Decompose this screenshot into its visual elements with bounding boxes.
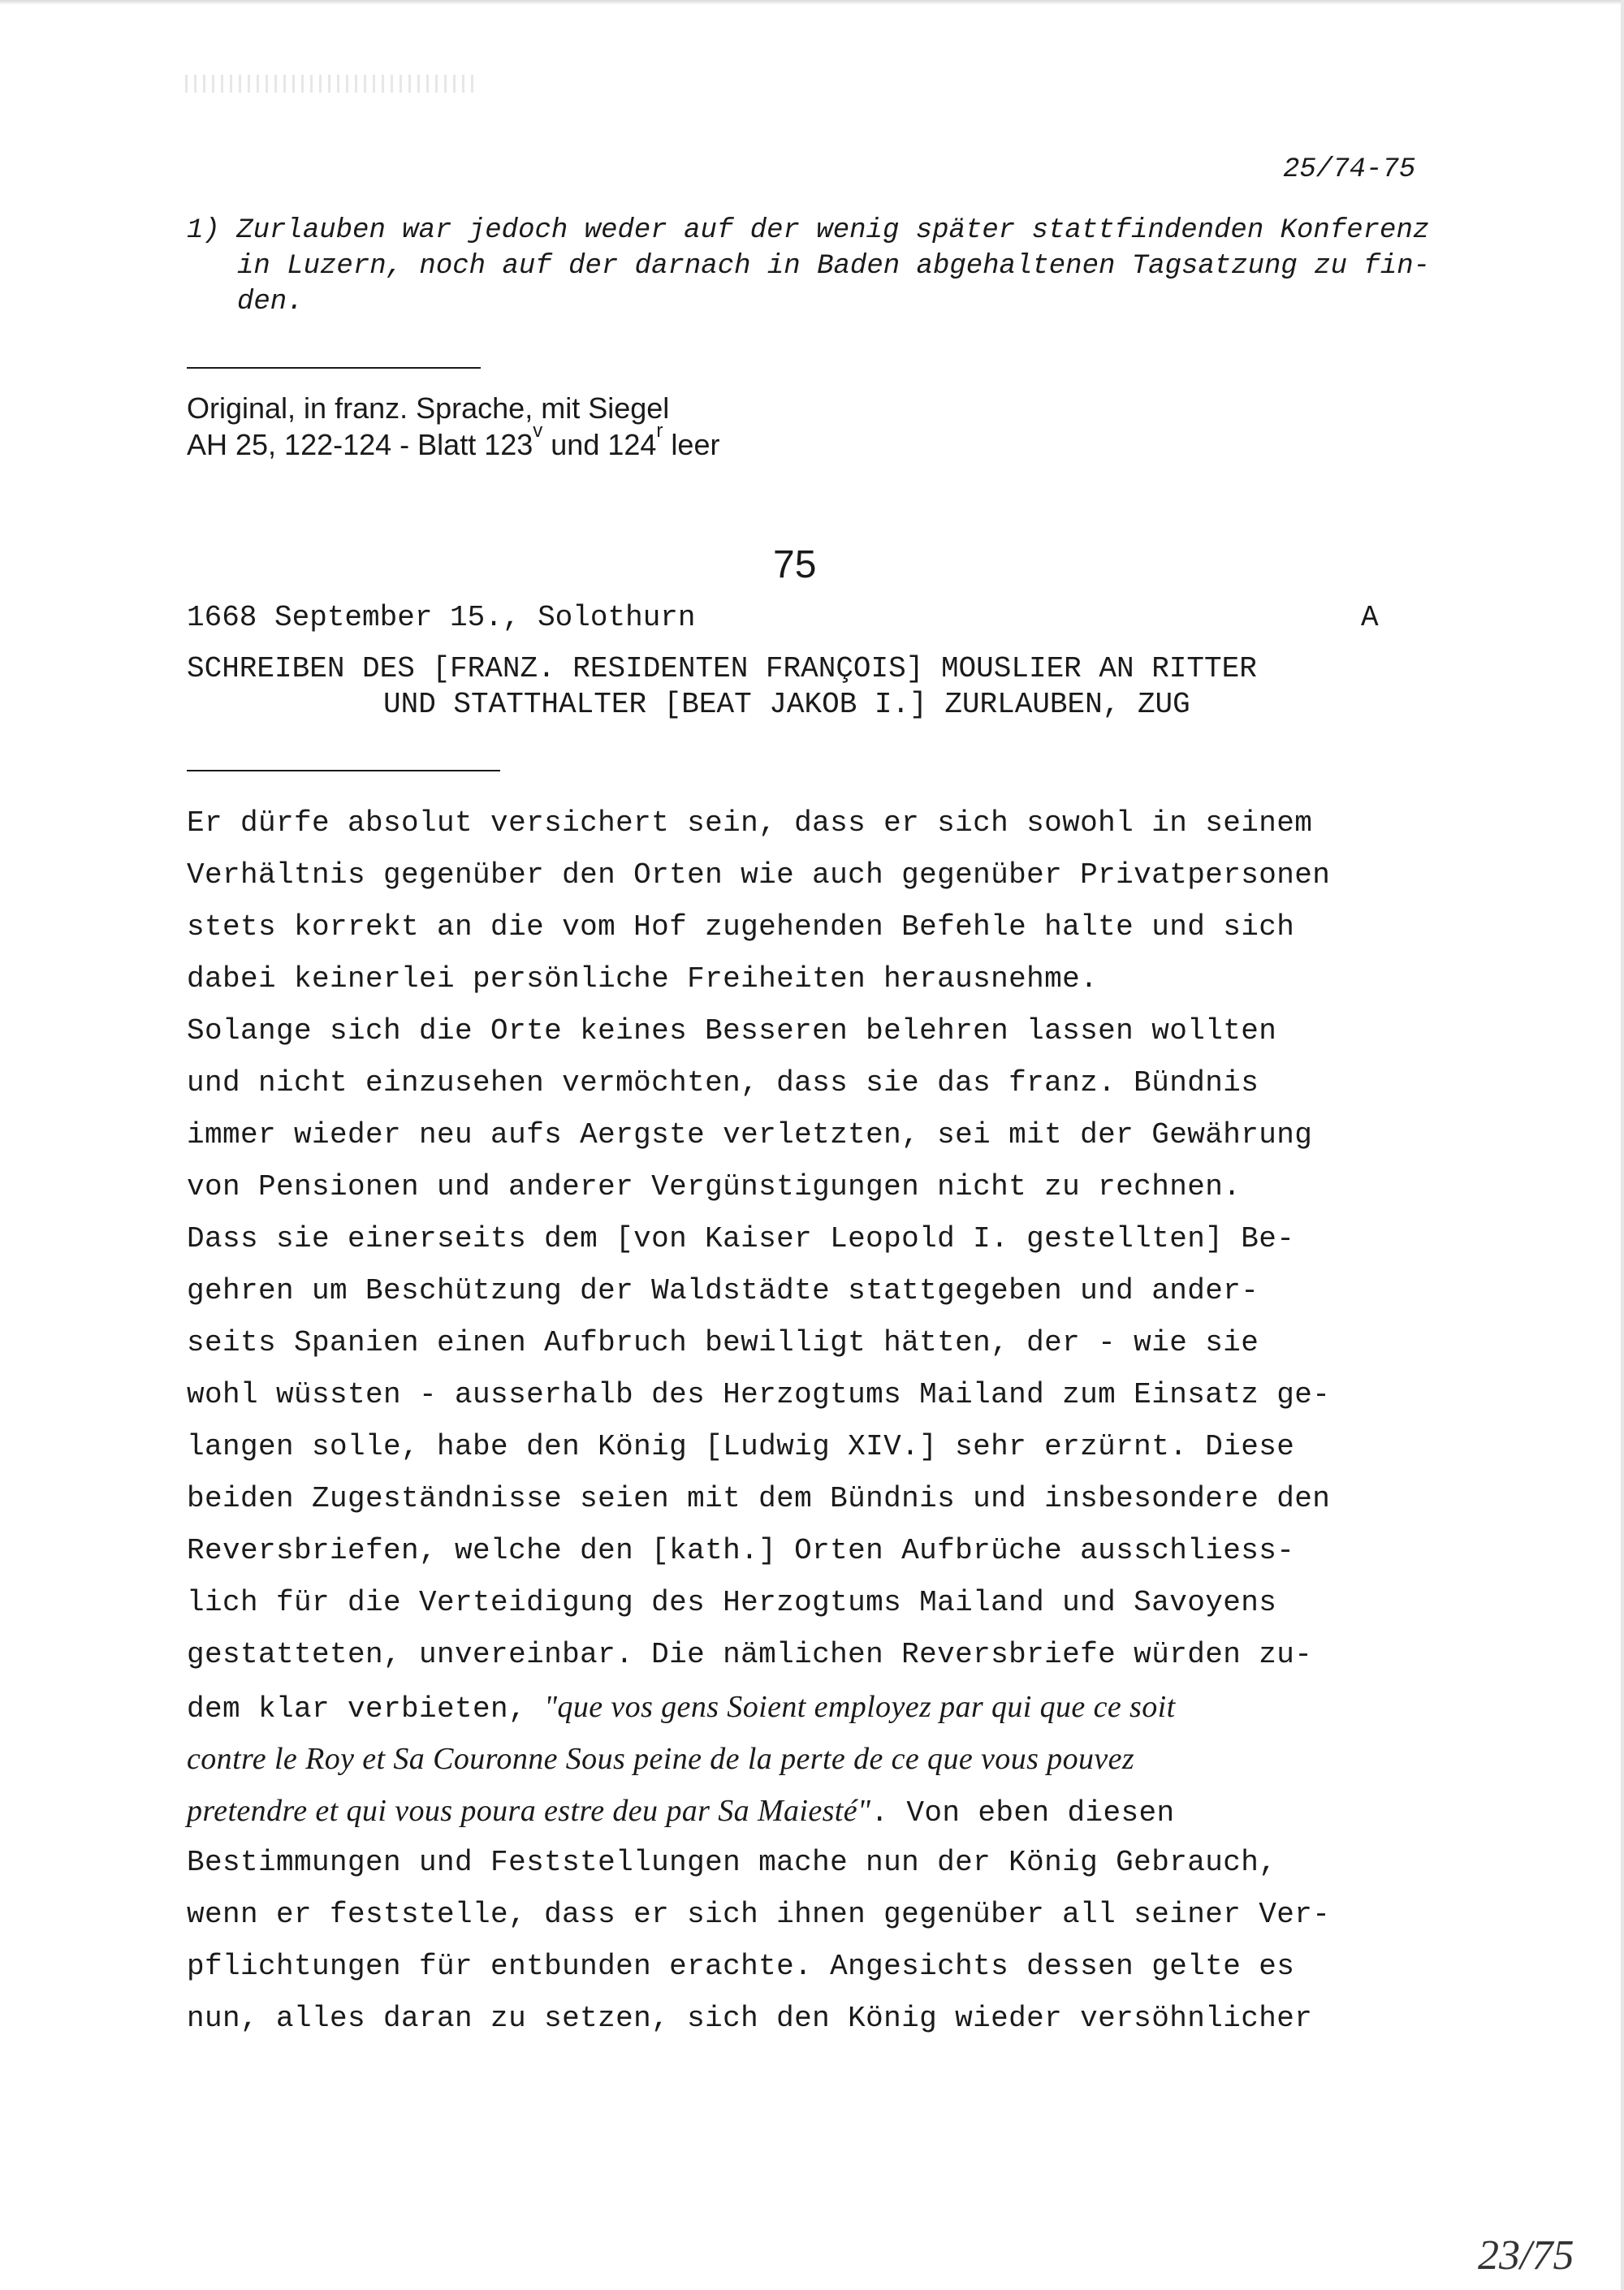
footnote-line-2: in Luzern, noch auf der darnach in Baden abgehaltenen Tagsatzung zu fin- — [237, 251, 1431, 282]
footnote-text: Zurlauben war jedoch weder auf der wenig später stattfindenden Konferenz — [236, 215, 1430, 246]
footnote — [187, 213, 1437, 320]
source-blank-note: leer — [663, 428, 720, 461]
french-quote-line: contre le Roy et Sa Couronne Sous peine de la perte de ce que vous pouvez — [187, 1742, 1135, 1776]
body-line: Dass sie einerseits dem [von Kaiser Leopold I. gestellten] Be- — [187, 1222, 1295, 1255]
body-line: immer wieder neu aufs Aergste verletzten, sei mit der Gewährung — [187, 1118, 1313, 1151]
verso-marker: v — [533, 420, 543, 442]
body-line: Bestimmungen und Feststellungen mache nun der König Gebrauch, — [187, 1846, 1277, 1879]
body-line: Reversbriefen, welche den [kath.] Orten Aufbrüche ausschliess- — [187, 1534, 1295, 1567]
body-line: von Pensionen und anderer Vergünstigungen nicht zu rechnen. — [187, 1170, 1242, 1203]
body-line-quote-end — [187, 1791, 1453, 1843]
source-archive-ref: AH 25, 122-124 - Blatt 123 — [187, 428, 533, 461]
footnote-line-3: den. — [237, 287, 304, 318]
heading-line-2: UND STATTHALTER [BEAT JAKOB I.] ZURLAUBEN, ZUG — [383, 688, 1190, 721]
french-quote: "que vos gens Soient employez par qui que ce soit — [544, 1690, 1176, 1724]
heading-divider — [187, 770, 500, 771]
body-line: und nicht einzusehen vermöchten, dass sie das franz. Bündnis — [187, 1066, 1259, 1100]
document-heading — [187, 651, 1257, 723]
body-line: dabei keinerlei persönliche Freiheiten herausnehme. — [187, 962, 1099, 996]
body-line: wenn er feststelle, dass er sich ihnen gegenüber all seiner Ver- — [187, 1898, 1331, 1931]
letter-summary — [187, 804, 1453, 2051]
body-line: nun, alles daran zu setzen, sich den König wieder versöhnlicher — [187, 2002, 1313, 2035]
heading-line-1: SCHREIBEN DES [FRANZ. RESIDENTEN FRANÇOIS] MOUSLIER AN RITTER — [187, 652, 1257, 685]
body-text-segment: . Von eben diesen — [870, 1796, 1175, 1830]
document-dateline: 1668 September 15., Solothurn — [187, 601, 696, 634]
footnote-divider — [187, 367, 481, 369]
body-line: seits Spanien einen Aufbruch bewilligt hätten, der - wie sie — [187, 1326, 1259, 1359]
body-line-quote-start — [187, 1687, 1453, 1739]
body-text-segment: dem klar verbieten, — [187, 1692, 545, 1726]
top-scan-edge — [0, 0, 1624, 5]
document-letter: A — [1361, 601, 1379, 634]
footnote-line-1 — [187, 213, 1437, 248]
body-line: wohl wüssten - ausserhalb des Herzogtums Mailand zum Einsatz ge- — [187, 1378, 1331, 1411]
scan-smudge — [185, 75, 477, 93]
right-scan-edge — [1621, 0, 1624, 2290]
page-reference: 25/74-75 — [1283, 154, 1416, 185]
body-line: langen solle, habe den König [Ludwig XIV.] sehr erzürnt. Diese — [187, 1430, 1295, 1463]
source-line-2 — [187, 420, 720, 462]
document-number: 75 — [773, 543, 817, 586]
body-line: gehren um Beschützung der Waldstädte stattgegeben und ander- — [187, 1274, 1259, 1307]
body-line: beiden Zugeständnisse seien mit dem Bündnis und insbesondere den — [187, 1482, 1331, 1515]
body-line: Er dürfe absolut versichert sein, dass er sich sowohl in seinem — [187, 806, 1313, 840]
source-line-1: Original, in franz. Sprache, mit Siegel — [187, 391, 670, 425]
french-quote: pretendre et qui vous poura estre deu par Sa Maiesté" — [187, 1794, 871, 1828]
body-line: pflichtungen für entbunden erachte. Angesichts dessen gelte es — [187, 1950, 1295, 1983]
source-folio: und 124 — [542, 428, 657, 461]
body-line: stets korrekt an die vom Hof zugehenden Befehle halte und sich — [187, 910, 1295, 944]
body-line: Solange sich die Orte keines Besseren belehren lassen wollten — [187, 1014, 1277, 1048]
recto-marker: r — [656, 420, 663, 442]
handwritten-folio-mark: 23/75 — [1478, 2232, 1574, 2279]
body-line: lich für die Verteidigung des Herzogtums Mailand und Savoyens — [187, 1586, 1277, 1619]
body-line: Verhältnis gegenüber den Orten wie auch gegenüber Privatpersonen — [187, 858, 1331, 892]
body-line: gestatteten, unvereinbar. Die nämlichen Reversbriefe würden zu- — [187, 1638, 1313, 1671]
footnote-number: 1) — [187, 215, 220, 246]
